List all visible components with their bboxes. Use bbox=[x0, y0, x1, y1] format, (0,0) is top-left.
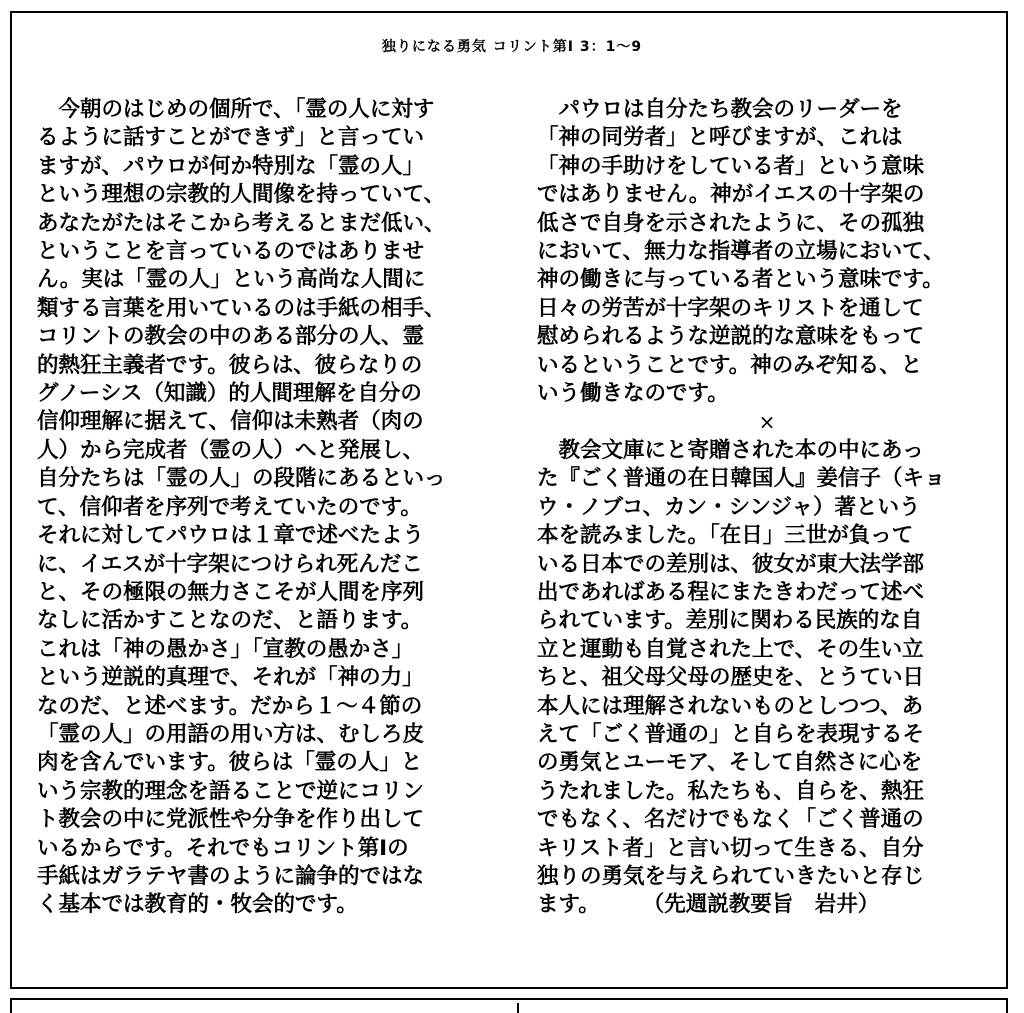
text-line: 本を読みました。「在日」三世が負って bbox=[537, 523, 914, 549]
text-line: 独りの勇気を与えられていきたいと存じ bbox=[537, 863, 925, 889]
text-line: グノーシス（知識）的人間理解を自分の bbox=[37, 381, 422, 407]
text-line: 立と運動も自覚された上で、その生い立 bbox=[537, 636, 924, 662]
text-line: えて「ごく普通の」と自らを表現するそ bbox=[537, 721, 925, 747]
bottom-rule-left-leg bbox=[10, 998, 12, 1013]
text-line: において、無力な指導者の立場において、 bbox=[537, 239, 945, 265]
text-line: 低さで自身を示されたように、その孤独 bbox=[537, 210, 925, 236]
text-line: キリスト者」と言い切って生きる、自分 bbox=[537, 835, 924, 861]
text-line: 肉を含んでいます。彼らは「霊の人」と bbox=[37, 750, 423, 776]
text-line: 人）から完成者（霊の人）へと発展し、 bbox=[37, 437, 425, 463]
text-line: 出であればある程にまたきわだって述べ bbox=[537, 579, 925, 605]
text-line: られています。差別に関わる民族的な自 bbox=[537, 608, 923, 634]
text-line: 手紙はガラテヤ書のように論争的ではな bbox=[37, 863, 425, 889]
text-line: なのだ、と述べます。だから１〜４節の bbox=[37, 693, 423, 719]
text-line: いう働きなのです。 bbox=[537, 381, 729, 407]
text-line: 教会文庫にと寄贈された本の中にあっ bbox=[537, 437, 924, 463]
text-line: ではありません。神がイエスの十字架の bbox=[537, 182, 925, 208]
text-line: 「神の手助けをしている者」という意味 bbox=[537, 153, 925, 179]
text-line: た『ごく普通の在日韓国人』姜信子（キョ bbox=[537, 466, 946, 492]
text-line: 本人には理解されないものとしつつ、あ bbox=[537, 693, 924, 719]
text-line: いう宗教的理念を語ることで逆にコリン bbox=[37, 778, 425, 804]
text-line: 自分たちは「霊の人」の段階にあるといっ bbox=[37, 466, 446, 492]
right-column bbox=[537, 96, 997, 920]
text-line: でもなく、名だけでもなく「ごく普通の bbox=[537, 807, 924, 833]
text-line: て、信仰者を序列で考えていたのです。 bbox=[37, 494, 422, 520]
text-line: いるからです。それでもコリント第Ⅰの bbox=[37, 835, 409, 861]
text-line: 「神の同労者」と呼びますが、これは bbox=[537, 125, 903, 151]
text-line: 慰められるような逆説的な意味をもって bbox=[537, 324, 925, 350]
text-line: 的熱狂主義者です。彼らは、彼らなりの bbox=[37, 352, 423, 378]
text-line: に、イエスが十字架につけられ死んだこ bbox=[37, 551, 423, 577]
text-line: ん。実は「霊の人」という高尚な人間に bbox=[37, 267, 426, 293]
text-line: なしに活かすことなのだ、と語ります。 bbox=[37, 608, 423, 634]
text-line: いるということです。神のみぞ知る、と bbox=[537, 352, 923, 378]
bottom-rule bbox=[10, 998, 1008, 1000]
bottom-rule-mid-leg bbox=[517, 1003, 519, 1013]
text-line: あなたがたはそこから考えるとまだ低い、 bbox=[37, 210, 446, 236]
text-line: と、その極限の無力さこそが人間を序列 bbox=[37, 579, 425, 605]
text-line: 日々の労苦が十字架のキリストを通して bbox=[537, 295, 924, 321]
text-line: 「霊の人」の用語の用い方は、むしろ皮 bbox=[37, 721, 425, 747]
text-line: それに対してパウロは１章で述べたよう bbox=[37, 523, 425, 549]
text-line: いる日本での差別は、彼女が東大法学部 bbox=[537, 551, 925, 577]
text-line: パウロは自分たち教会のリーダーを bbox=[537, 97, 903, 122]
section-separator: × bbox=[758, 410, 776, 435]
text-line: ちと、祖父母父母の歴史を、とうてい日 bbox=[537, 665, 925, 691]
text-line: これは「神の愚かさ」「宣教の愚かさ」 bbox=[37, 636, 414, 662]
left-column bbox=[37, 96, 497, 920]
text-line: ト教会の中に党派性や分争を作り出して bbox=[37, 807, 425, 833]
text-line: ということを言っているのではありませ bbox=[37, 239, 425, 265]
text-line: コリントの教会の中のある部分の人、霊 bbox=[37, 324, 425, 350]
bottom-rule-right-leg bbox=[1006, 998, 1008, 1013]
text-line: うたれました。私たちも、自らを、熱狂 bbox=[537, 778, 925, 804]
text-line: という理想の宗教的人間像を持っていて、 bbox=[37, 182, 446, 208]
text-line: という逆説的真理で、それが「神の力」 bbox=[37, 665, 424, 691]
text-line: 今朝のはじめの個所で、「霊の人に対す bbox=[37, 97, 435, 122]
text-line: るように話すことができず」と言ってい bbox=[37, 125, 425, 151]
text-line: 神の働きに与っている者という意味です。 bbox=[537, 267, 944, 293]
page-title: 独りになる勇気 コリント第Ⅰ 3：1〜9 bbox=[381, 39, 643, 55]
text-line: の勇気とユーモア、そして自然さに心を bbox=[537, 750, 923, 776]
text-line: く基本では教育的・牧会的です。 bbox=[37, 892, 358, 918]
text-line: ウ・ノブコ、カン・シンジャ）著という bbox=[537, 494, 921, 520]
text-line: 類する言葉を用いているのは手紙の相手、 bbox=[37, 295, 446, 321]
text-line: ますが、パウロが何か特別な「霊の人」 bbox=[37, 153, 425, 179]
text-line: ます。 （先週説教要旨 岩井） bbox=[537, 892, 880, 918]
text-line: 信仰理解に据えて、信仰は未熟者（肉の bbox=[37, 409, 424, 435]
